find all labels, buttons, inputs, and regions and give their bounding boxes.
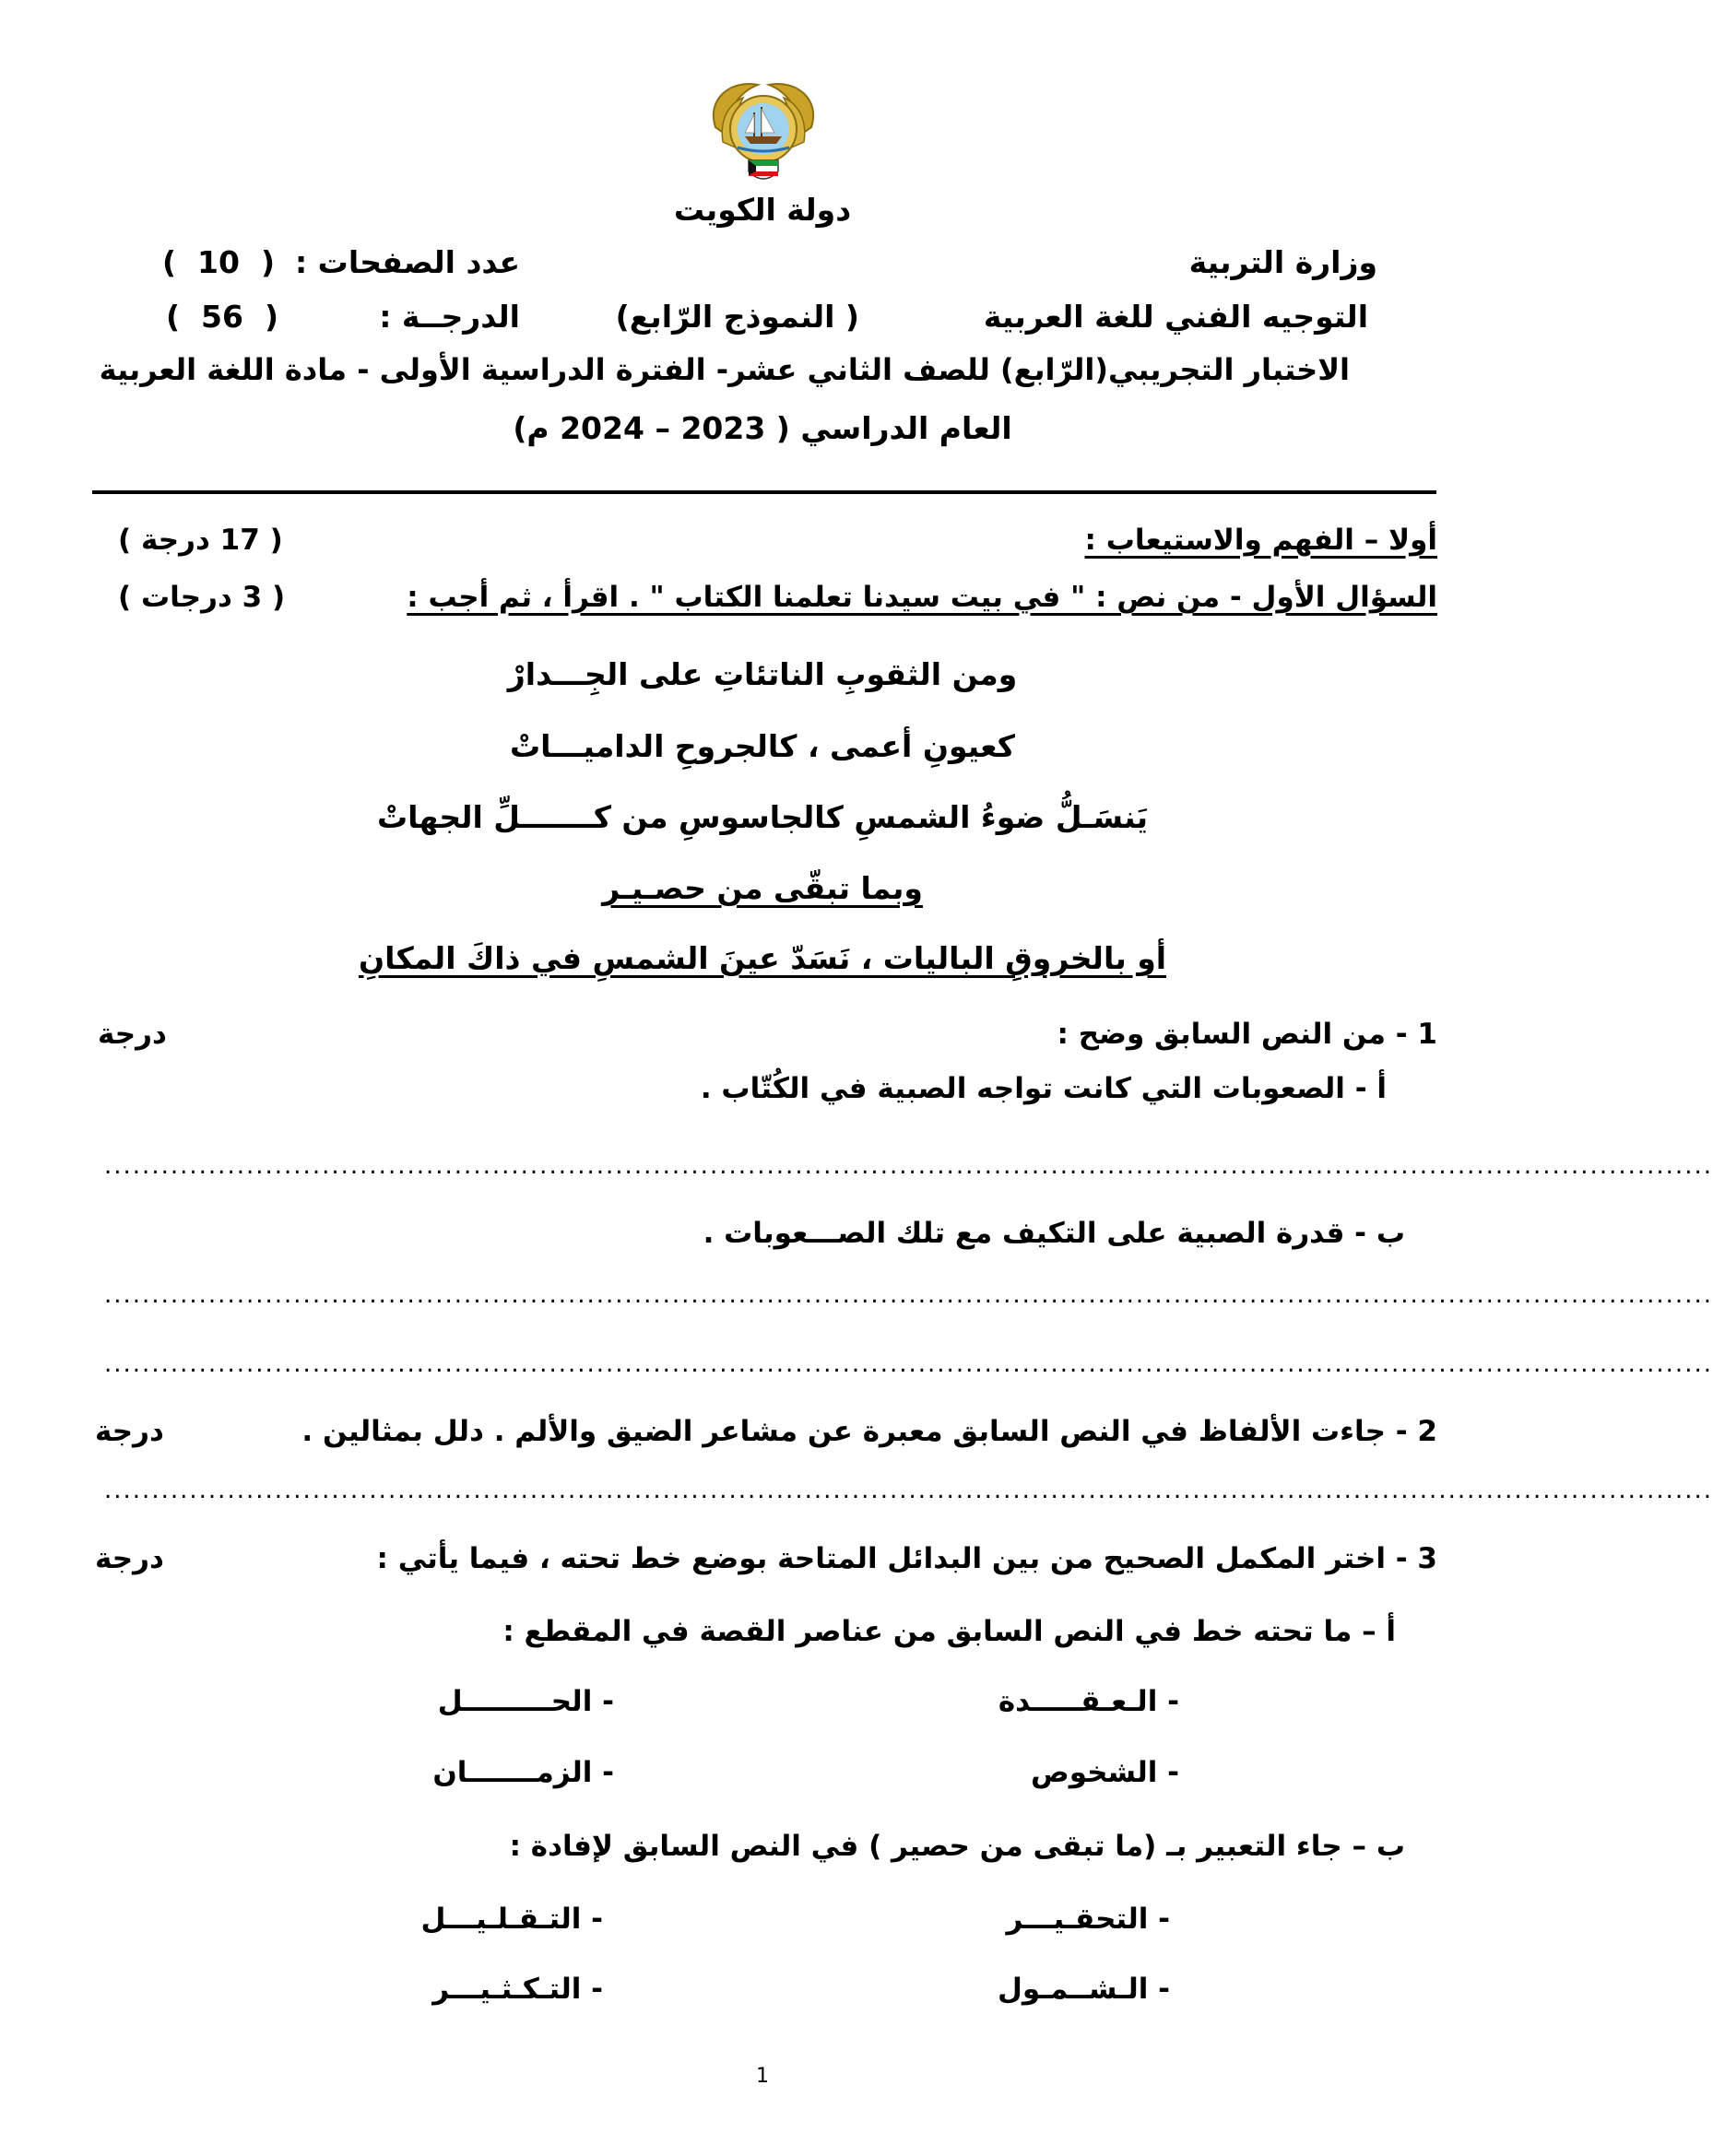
page-number: 1	[756, 2065, 769, 2088]
kuwait-emblem	[703, 72, 824, 194]
answer-line[interactable]: ..........................................................................................................................................................................	[104, 1477, 1713, 1504]
answer-line[interactable]: ..........................................................................................................................................................................	[104, 1350, 1713, 1378]
question1-title: السؤال الأول - من نص : " في بيت سيدنا تعلمنا الكتاب " . اقرأ ، ثم أجب :	[407, 581, 1437, 614]
poem-line-4: وبما تبقّى من حصـيـر	[602, 870, 923, 906]
ministry-name: وزارة التربية	[1188, 244, 1377, 280]
q3b-option-1[interactable]: - التحقـيـــر	[1006, 1903, 1170, 1936]
q3a-option-1[interactable]: - الـعـقـــــدة	[998, 1685, 1179, 1718]
section-marks: ( 17 درجة )	[118, 524, 283, 557]
poem-line-1: ومن الثقوبِ الناتئاتِ على الجِـــدارْ	[507, 656, 1018, 692]
answer-line[interactable]: ..........................................................................................................................................................................	[104, 1152, 1713, 1180]
section-title: أولا – الفهم والاستيعاب :	[1084, 524, 1437, 557]
q2-prompt: 2 - جاءت الألفاظ في النص السابق معبرة عن مشاعر الضيق والألم . دلل بمثالين .	[301, 1415, 1437, 1448]
school-year: العام الدراسي ( 2023 – 2024 م)	[513, 410, 1012, 446]
q1-prompt: 1 - من النص السابق وضح :	[1057, 1018, 1437, 1051]
q1-grade: درجة	[98, 1018, 167, 1051]
q3b-prompt: ب – جاء التعبير بـ (ما تبقى من حصير ) في النص السابق لإفادة :	[509, 1830, 1405, 1863]
q3b-option-2[interactable]: - التـقـلـيـــل	[420, 1903, 603, 1936]
question1-marks: ( 3 درجات )	[118, 581, 286, 614]
q1a-prompt: أ - الصعوبات التي كانت تواجه الصبية في الكُتّاب .	[700, 1072, 1387, 1105]
pages-value: ( 10 )	[162, 244, 276, 280]
department-name: التوجيه الفني للغة العربية	[983, 299, 1368, 335]
q3a-option-3[interactable]: - الشخوص	[1031, 1756, 1179, 1789]
grade-value: ( 56 )	[166, 299, 279, 335]
q3b-option-4[interactable]: - التـكـثـيـــر	[432, 1973, 603, 2006]
poem-line-2: كعيونِ أعمى ، كالجروحِ الداميـــاتْ	[510, 728, 1015, 764]
q3a-option-2[interactable]: - الحـــــــــل	[437, 1685, 614, 1718]
model-label: ( النموذج الرّابع)	[615, 299, 859, 335]
q3-prompt: 3 - اختر المكمل الصحيح من بين البدائل المتاحة بوضع خط تحته ، فيما يأتي :	[376, 1542, 1437, 1575]
poem-line-5: أو بالخروقِ الباليات ، نَسَدّ عينَ الشمسِ في ذاكَ المكانِ	[358, 940, 1167, 976]
q3b-option-3[interactable]: - الـشــمـول	[998, 1973, 1170, 2006]
q3a-option-4[interactable]: - الزمـــــــان	[432, 1756, 614, 1789]
answer-line[interactable]: ..........................................................................................................................................................................	[104, 1281, 1713, 1309]
q3-grade: درجة	[95, 1542, 164, 1575]
q1b-prompt: ب - قدرة الصبية على التكيف مع تلك الصـــعوبات .	[703, 1217, 1405, 1250]
exam-title: الاختبار التجريبي(الرّابع) للصف الثاني عشر- الفترة الدراسية الأولى - مادة اللغة العربية	[99, 352, 1350, 387]
q3a-prompt: أ – ما تحته خط في النص السابق من عناصر القصة في المقطع :	[502, 1615, 1396, 1648]
q2-grade: درجة	[95, 1415, 164, 1448]
header-divider	[92, 490, 1436, 494]
grade-label: الدرجــة :	[379, 299, 520, 335]
poem-line-3: يَنسَـلُّ ضوءُ الشمسِ كالجاسوسِ من كـــــــلِّ الجهاتْ	[377, 799, 1148, 835]
country-name: دولة الكويت	[673, 192, 852, 228]
pages-label: عدد الصفحات :	[294, 244, 520, 280]
